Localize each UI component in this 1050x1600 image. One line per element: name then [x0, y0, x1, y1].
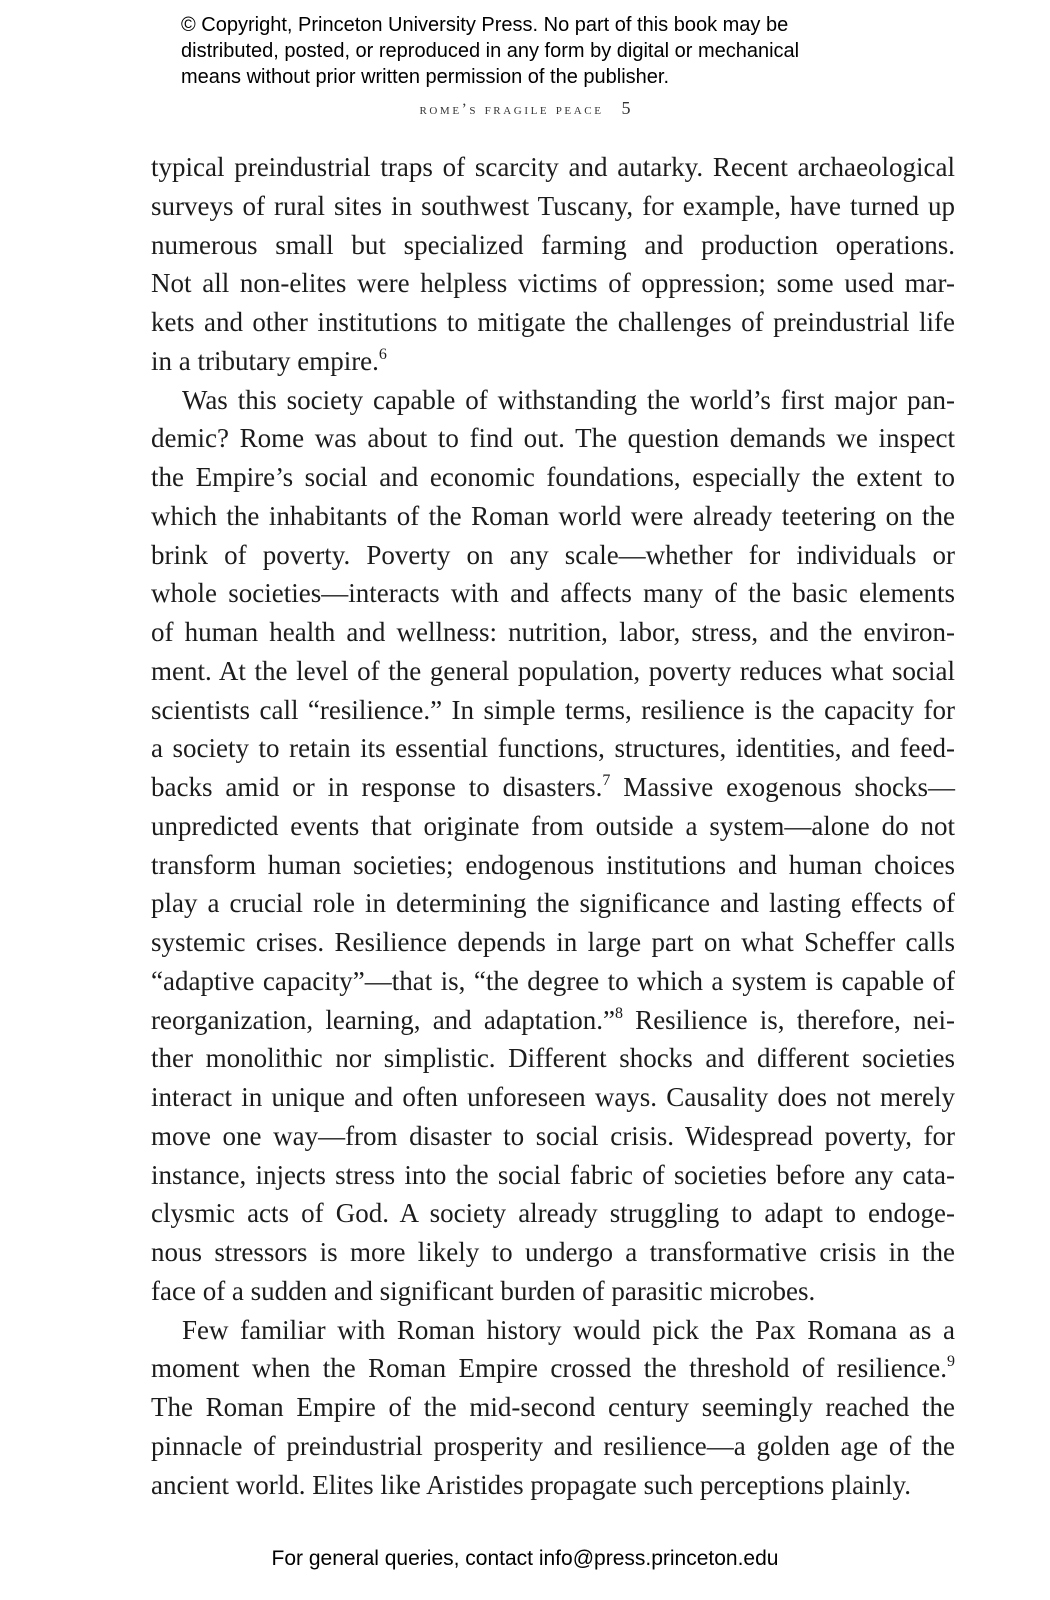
text-line: [151, 1427, 955, 1466]
text-line: [151, 652, 955, 691]
running-head: [0, 98, 1050, 119]
line-text: play a crucial role in determining the significance and lasting effects of: [151, 888, 955, 919]
line-text: ther monolithic nor simplistic. Different shocks and different societies: [151, 1043, 955, 1074]
line-text: reorganization, learning, and adaptation.”: [151, 1004, 616, 1035]
line-text: ancient world. Elites like Aristides propagate such perceptions plainly.: [151, 1469, 912, 1500]
text-line: [151, 962, 955, 1001]
text-line: [151, 574, 955, 613]
line-text: nous stressors is more likely to undergo a transformative crisis in the: [151, 1237, 955, 1267]
line-text: move one way—from disaster to social crisis. Widespread poverty, for: [151, 1120, 955, 1151]
text-line: [151, 1272, 955, 1311]
line-text: backs amid or in response to disasters.: [151, 772, 603, 802]
line-text: “adaptive capacity”—that is, “the degree to which a system is capable of: [151, 965, 955, 996]
text-line: [151, 226, 955, 265]
text-line: [151, 458, 955, 497]
footer-contact: For general queries, contact info@press.princeton.edu: [271, 1547, 779, 1570]
text-line: [151, 923, 955, 962]
line-text: in a tributary empire.: [151, 345, 379, 376]
text-line: [151, 1156, 955, 1195]
text-line: [151, 303, 955, 342]
text-line: [151, 1311, 955, 1350]
text-line: [151, 497, 955, 536]
text-line: [151, 729, 955, 768]
line-text: instance, injects stress into the social fabric of societies before any cata-: [151, 1159, 955, 1190]
text-line: [151, 148, 955, 187]
text-line: [151, 1117, 955, 1156]
text-line: [151, 536, 955, 575]
line-text: pinnacle of preindustrial prosperity and resilience—a golden age of the: [151, 1430, 955, 1461]
line-text: systemic crises. Resilience depends in large part on what Scheffer calls: [151, 927, 955, 957]
copyright-line: means without prior written permission of the publisher.: [181, 66, 670, 88]
text-line: [151, 613, 955, 652]
footnote-marker[interactable]: 7: [602, 772, 611, 789]
line-text: whole societies—interacts with and affects many of the basic elements: [151, 578, 955, 609]
text-line: [151, 1001, 955, 1040]
line-text: demic? Rome was about to find out. The question demands we inspect: [151, 423, 955, 454]
copyright-notice: [181, 12, 901, 90]
line-text: Not all non-elites were helpless victims of oppression; some used mar-: [151, 268, 955, 299]
copyright-line: © Copyright, Princeton University Press. No part of this book may be: [181, 14, 789, 36]
line-text: moment when the Roman Empire crossed the threshold of resilience.: [151, 1353, 947, 1384]
text-line: [151, 691, 955, 730]
line-text: interact in unique and often unforeseen ways. Causality does not merely: [151, 1082, 955, 1112]
line-text: of human health and wellness: nutrition, labor, stress, and the environ-: [151, 617, 955, 647]
line-text-continued: Resilience is, therefore, nei-: [623, 1004, 955, 1035]
line-text: scientists call “resilience.” In simple terms, resilience is the capacity for: [151, 694, 955, 725]
text-line: [151, 768, 955, 807]
line-text: numerous small but specialized farming and production operations.: [151, 229, 955, 260]
text-line: [151, 884, 955, 923]
line-text: the Empire’s social and economic foundations, especially the extent to: [151, 462, 955, 492]
line-text: The Roman Empire of the mid-second century seemingly reached the: [151, 1392, 955, 1422]
footnote-marker[interactable]: 9: [947, 1353, 955, 1371]
paragraph: [151, 381, 955, 1311]
text-line: [151, 264, 955, 303]
running-head-title: rome’s fragile peace: [419, 101, 604, 118]
paragraph: [151, 148, 955, 381]
line-text: typical preindustrial traps of scarcity and autarky. Recent archaeological: [151, 152, 955, 182]
text-line: [151, 807, 955, 846]
text-line: [151, 419, 955, 458]
line-text: kets and other institutions to mitigate the challenges of preindustrial life: [151, 307, 955, 337]
line-text: Was this society capable of withstanding the world’s first major pan-: [182, 384, 955, 415]
line-text: surveys of rural sites in southwest Tuscany, for example, have turned up: [151, 190, 955, 221]
text-line: [151, 1039, 955, 1078]
text-line: [151, 381, 955, 420]
text-line: [151, 1349, 955, 1388]
paragraph: [151, 1311, 955, 1505]
text-line: [151, 1233, 955, 1272]
text-line: [151, 187, 955, 226]
footnote-marker[interactable]: 6: [378, 345, 387, 363]
body-text: [151, 148, 955, 1504]
line-text: transform human societies; endogenous institutions and human choices: [151, 849, 955, 880]
text-line: [151, 1466, 955, 1505]
line-text: clysmic acts of God. A society already struggling to adapt to endoge-: [151, 1198, 955, 1229]
line-text-continued: Massive exogenous shocks—: [610, 772, 955, 802]
line-text: a society to retain its essential functions, structures, identities, and feed-: [151, 733, 955, 764]
line-text: which the inhabitants of the Roman world were already teetering on the: [151, 500, 955, 531]
text-line: [151, 1078, 955, 1117]
text-line: [151, 1388, 955, 1427]
line-text: Few familiar with Roman history would pick the Pax Romana as a: [182, 1314, 955, 1345]
line-text: brink of poverty. Poverty on any scale—whether for individuals or: [151, 539, 955, 570]
text-line: [151, 342, 955, 381]
page-number: 5: [621, 98, 631, 118]
text-line: [151, 1194, 955, 1233]
line-text: face of a sudden and significant burden of parasitic microbes.: [151, 1275, 816, 1306]
copyright-line: distributed, posted, or reproduced in any form by digital or mechanical: [181, 40, 800, 62]
line-text: unpredicted events that originate from outside a system—alone do not: [151, 810, 955, 841]
text-line: [151, 846, 955, 885]
footnote-marker[interactable]: 8: [615, 1004, 624, 1022]
line-text: ment. At the level of the general population, poverty reduces what social: [151, 655, 955, 686]
